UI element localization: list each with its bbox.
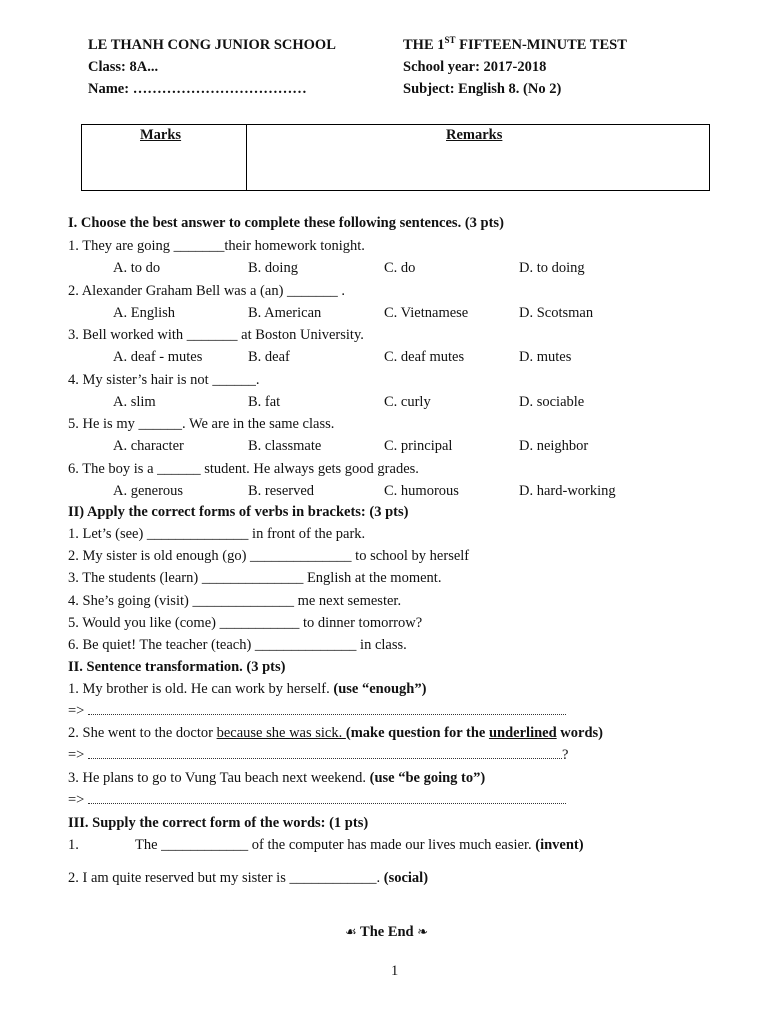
transform-a1	[68, 703, 566, 720]
option-2-c[interactable]: C. Vietnamese	[384, 305, 469, 321]
word-form-q1-text: The ____________ of the computer has made our lives much easier.	[135, 837, 536, 853]
transform-q2-pre: 2. She went to the doctor	[68, 725, 217, 741]
class-label: Class: 8A...	[88, 59, 159, 75]
transform-q2	[68, 725, 603, 742]
option-5-c[interactable]: C. principal	[384, 438, 453, 454]
question-1: 1. They are going _______their homework tonight.	[68, 238, 365, 254]
word-form-q2	[68, 870, 428, 887]
the-end-text: The End	[356, 924, 418, 940]
transform-q3	[68, 770, 485, 787]
option-4-b[interactable]: B. fat	[248, 394, 281, 410]
test-title-pre: THE 1	[403, 37, 445, 53]
marks-table	[81, 124, 710, 191]
verb-item-5: 5. Would you like (come) ___________ to dinner tomorrow?	[68, 615, 423, 631]
option-1-d[interactable]: D. to doing	[519, 260, 585, 276]
option-1-c[interactable]: C. do	[384, 260, 416, 276]
section3-title: II. Sentence transformation. (3 pts)	[68, 659, 286, 675]
answer-line[interactable]	[88, 794, 566, 804]
option-5-d[interactable]: D. neighbor	[519, 438, 589, 454]
arrow: =>	[68, 703, 85, 719]
right-ornament-icon: ❧	[417, 925, 429, 940]
transform-q2-hint-pre: (make question for the	[345, 725, 489, 741]
left-ornament-icon: ☙	[345, 925, 357, 940]
transform-a3	[68, 792, 566, 809]
question-6: 6. The boy is a ______ student. He always gets good grades.	[68, 461, 419, 477]
option-6-d[interactable]: D. hard-working	[519, 483, 616, 499]
option-1-a[interactable]: A. to do	[113, 260, 161, 276]
word-form-q2-hint: (social)	[383, 870, 429, 886]
option-2-b[interactable]: B. American	[248, 305, 322, 321]
transform-q2-hint-post: words)	[556, 725, 603, 741]
question-2: 2. Alexander Graham Bell was a (an) _______ .	[68, 283, 346, 299]
school-name: LE THANH CONG JUNIOR SCHOOL	[88, 37, 336, 53]
page-number: 1	[391, 963, 399, 979]
subject: Subject: English 8. (No 2)	[403, 81, 562, 97]
transform-q1-text: 1. My brother is old. He can work by herself.	[68, 681, 334, 697]
option-3-a[interactable]: A. deaf - mutes	[113, 349, 203, 365]
option-1-b[interactable]: B. doing	[248, 260, 298, 276]
question-mark: ?	[561, 747, 569, 763]
transform-q1-hint: (use “enough”)	[333, 681, 427, 697]
option-6-a[interactable]: A. generous	[113, 483, 184, 499]
option-3-c[interactable]: C. deaf mutes	[384, 349, 465, 365]
word-form-q1	[135, 837, 584, 854]
option-4-d[interactable]: D. sociable	[519, 394, 585, 410]
verb-item-4: 4. She’s going (visit) ______________ me next semester.	[68, 593, 402, 609]
school-year: School year: 2017-2018	[403, 59, 547, 75]
question-5: 5. He is my ______. We are in the same class.	[68, 416, 335, 432]
section4-title: III. Supply the correct form of the words: (1 pts)	[68, 815, 369, 831]
option-6-b[interactable]: B. reserved	[248, 483, 315, 499]
name-field: Name: ………………………………	[88, 81, 307, 97]
verb-item-2: 2. My sister is old enough (go) ______________ to school by herself	[68, 548, 470, 564]
verb-item-6: 6. Be quiet! The teacher (teach) ______________ in class.	[68, 637, 407, 653]
test-title	[403, 37, 627, 54]
option-4-c[interactable]: C. curly	[384, 394, 431, 410]
option-5-a[interactable]: A. character	[113, 438, 184, 454]
verb-item-1: 1. Let’s (see) ______________ in front of the park.	[68, 526, 366, 542]
option-5-b[interactable]: B. classmate	[248, 438, 322, 454]
test-title-post: FIFTEEN-MINUTE TEST	[455, 37, 627, 53]
option-2-a[interactable]: A. English	[113, 305, 176, 321]
option-3-b[interactable]: B. deaf	[248, 349, 290, 365]
transform-q3-text: 3. He plans to go to Vung Tau beach next weekend.	[68, 770, 370, 786]
answer-line[interactable]	[88, 749, 562, 759]
word-form-q2-text: 2. I am quite reserved but my sister is ____________.	[68, 870, 384, 886]
answer-line[interactable]	[88, 705, 566, 715]
question-4: 4. My sister’s hair is not ______.	[68, 372, 260, 388]
section1-title: I. Choose the best answer to complete these following sentences. (3 pts)	[68, 215, 504, 231]
marks-divider	[246, 125, 247, 190]
option-2-d[interactable]: D. Scotsman	[519, 305, 594, 321]
transform-q2-underlined: because she was sick.	[216, 725, 346, 741]
transform-q3-hint: (use “be going to”)	[369, 770, 486, 786]
question-3: 3. Bell worked with _______ at Boston University.	[68, 327, 364, 343]
option-6-c[interactable]: C. humorous	[384, 483, 459, 499]
marks-header: Marks	[140, 127, 182, 143]
arrow: =>	[68, 747, 85, 763]
option-3-d[interactable]: D. mutes	[519, 349, 572, 365]
section2-title: II) Apply the correct forms of verbs in brackets: (3 pts)	[68, 504, 409, 520]
test-title-sup: ST	[444, 35, 456, 45]
verb-item-3: 3. The students (learn) ______________ English at the moment.	[68, 570, 442, 586]
transform-q2-hint-underlined: underlined	[488, 725, 557, 741]
option-4-a[interactable]: A. slim	[113, 394, 156, 410]
remarks-header: Remarks	[446, 127, 503, 143]
the-end	[345, 924, 428, 941]
transform-q1	[68, 681, 426, 698]
word-form-q1-hint: (invent)	[535, 837, 584, 853]
transform-a2	[68, 747, 568, 764]
word-form-q1-num: 1.	[68, 837, 79, 853]
arrow: =>	[68, 792, 85, 808]
